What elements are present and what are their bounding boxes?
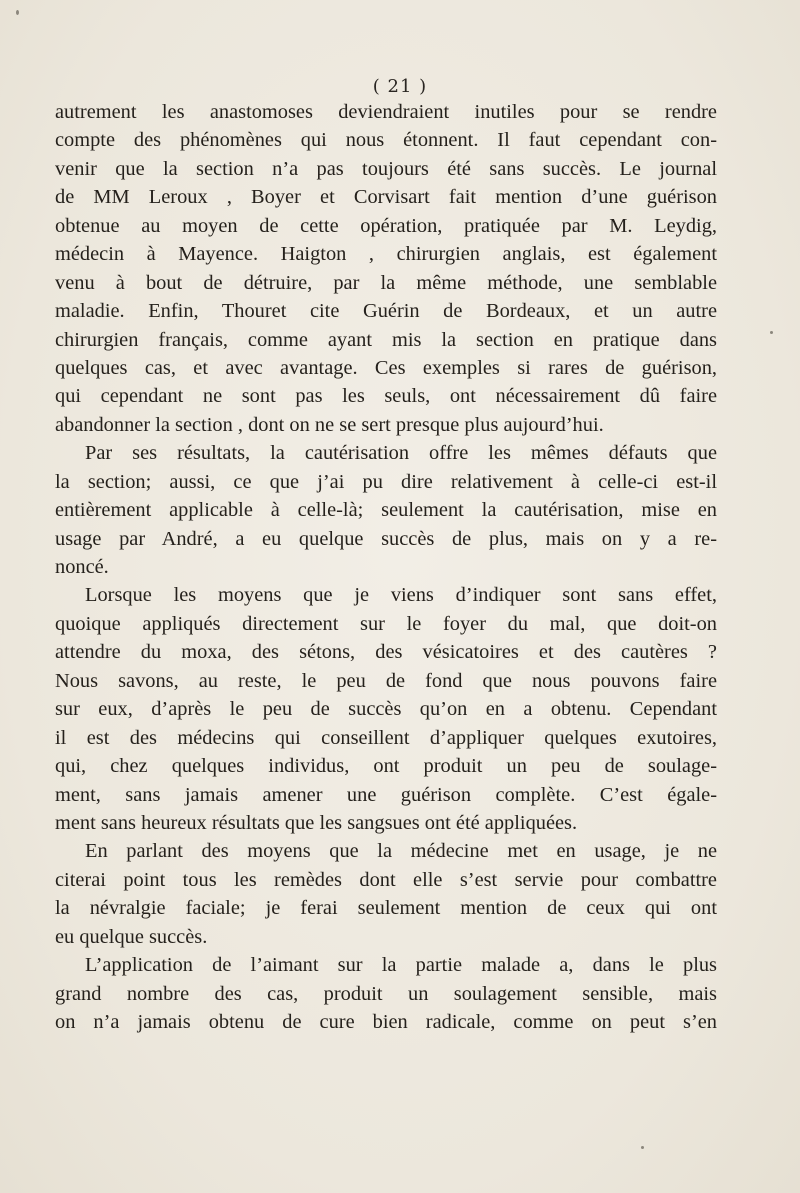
text-line: En parlant des moyens que la médecine met en usage, je ne bbox=[85, 840, 717, 863]
text-line: médecin à Mayence. Haigton , chirurgien anglais, est également bbox=[55, 243, 717, 266]
text-line: grand nombre des cas, produit un soulagement sensible, mais bbox=[55, 982, 717, 1005]
text-line: L’application de l’aimant sur la partie malade a, dans le plus bbox=[85, 954, 717, 977]
text-line: abandonner la section , dont on ne se sert presque plus aujourd’hui. bbox=[55, 413, 604, 436]
paper-speck bbox=[16, 10, 19, 15]
text-line: Par ses résultats, la cautérisation offre les mêmes défauts que bbox=[85, 442, 717, 465]
text-line: usage par André, a eu quelque succès de plus, mais on y a re- bbox=[55, 527, 717, 550]
text-line: qui, chez quelques individus, ont produit un peu de soulage- bbox=[55, 755, 717, 778]
body-text bbox=[55, 98, 717, 1036]
text-line: quelques cas, et avec avantage. Ces exemples si rares de guérison, bbox=[55, 356, 717, 379]
text-line: sur eux, d’après le peu de succès qu’on en a obtenu. Cependant bbox=[55, 698, 717, 721]
text-line: noncé. bbox=[55, 556, 109, 578]
page-number: ( 21 ) bbox=[372, 76, 428, 97]
text-line: ment, sans jamais amener une guérison complète. C’est égale- bbox=[55, 783, 717, 806]
text-line: qui cependant ne sont pas les seuls, ont nécessairement dû faire bbox=[55, 385, 717, 408]
text-line: venu à bout de détruire, par la même méthode, une semblable bbox=[55, 271, 717, 294]
text-line: la névralgie faciale; je ferai seulement mention de ceux qui ont bbox=[55, 897, 717, 920]
text-line: on n’a jamais obtenu de cure bien radicale, comme on peut s’en bbox=[55, 1011, 717, 1033]
text-line: il est des médecins qui conseillent d’appliquer quelques exutoires, bbox=[55, 726, 717, 749]
text-line: chirurgien français, comme ayant mis la section en pratique dans bbox=[55, 328, 717, 351]
text-line: eu quelque succès. bbox=[55, 925, 208, 948]
text-line: venir que la section n’a pas toujours été sans succès. Le journal bbox=[55, 157, 717, 180]
text-line: citerai point tous les remèdes dont elle s’est servie pour combattre bbox=[55, 868, 717, 891]
paper-speck bbox=[641, 1146, 644, 1149]
text-line: Lorsque les moyens que je viens d’indiquer sont sans effet, bbox=[85, 584, 717, 607]
text-line: compte des phénomènes qui nous étonnent. Il faut cependant con- bbox=[55, 129, 717, 152]
text-line: ment sans heureux résultats que les sangsues ont été appliquées. bbox=[55, 811, 578, 834]
paper-speck bbox=[770, 331, 773, 334]
text-line: autrement les anastomoses deviendraient inutiles pour se rendre bbox=[55, 101, 717, 123]
text-line: obtenue au moyen de cette opération, pratiquée par M. Leydig, bbox=[55, 214, 717, 237]
text-line: la section; aussi, ce que j’ai pu dire relativement à celle-ci est-il bbox=[55, 470, 717, 493]
text-line: Nous savons, au reste, le peu de fond que nous pouvons faire bbox=[55, 669, 717, 692]
text-line: de MM Leroux , Boyer et Corvisart fait mention d’une guérison bbox=[55, 186, 717, 209]
text-line: attendre du moxa, des sétons, des vésicatoires et des cautères ? bbox=[55, 641, 717, 664]
text-line: quoique appliqués directement sur le foyer du mal, que doit-on bbox=[55, 612, 717, 635]
text-line: maladie. Enfin, Thouret cite Guérin de Bordeaux, et un autre bbox=[55, 300, 717, 323]
text-line: entièrement applicable à celle-là; seulement la cautérisation, mise en bbox=[55, 499, 717, 522]
